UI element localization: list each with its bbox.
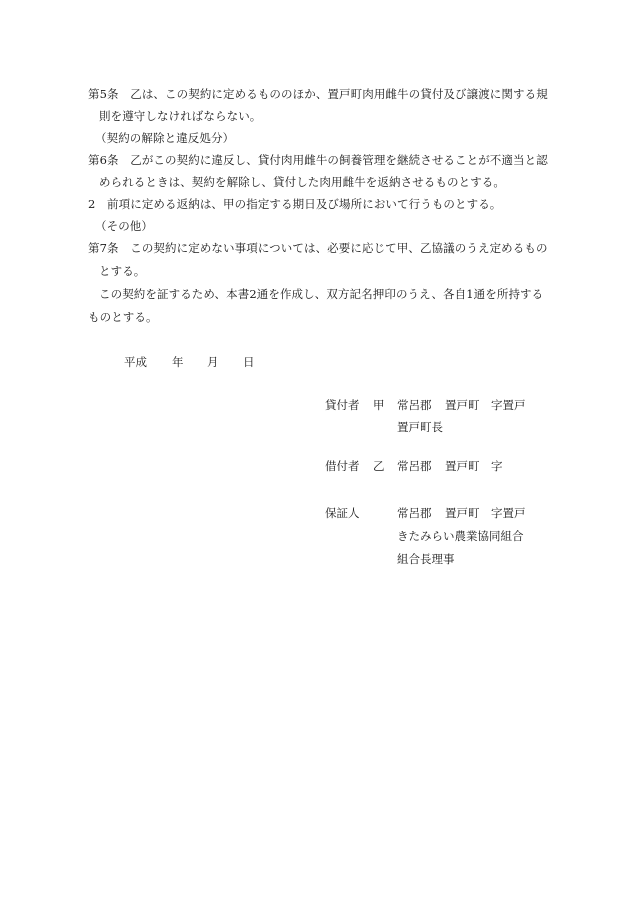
borrower-role: 借付者	[325, 459, 360, 473]
guarantor-aza: 字置戸	[491, 506, 526, 520]
closing-line-1: この契約を証するため、本書2通を作成し、双方記名押印のうえ、各自1通を所持する	[99, 287, 544, 301]
guarantor-title: 組合長理事	[397, 552, 455, 566]
article-7-line-1: 第7条 この契約に定めない事項については、必要に応じて甲、乙協議のうえ定めるもの	[88, 241, 548, 255]
date-day: 日	[243, 355, 255, 369]
guarantor-role: 保証人	[325, 506, 360, 520]
borrower-aza: 字	[491, 459, 503, 473]
borrower-party: 乙	[373, 459, 385, 473]
article-6-line-2: められるときは、契約を解除し、貸付した肉用雌牛を返納させるものとする。	[99, 175, 505, 189]
guarantor-town: 置戸町	[445, 506, 480, 520]
lender-aza: 字置戸	[491, 398, 526, 412]
borrower-gun: 常呂郡	[397, 459, 432, 473]
article-6-paragraph-2: 2 前項に定める返納は、甲の指定する期日及び場所において行うものとする。	[88, 197, 502, 211]
closing-line-2: ものとする。	[88, 310, 158, 324]
lender-town: 置戸町	[445, 398, 480, 412]
lender-role: 貸付者	[325, 398, 360, 412]
article-7-heading: （その他）	[95, 219, 153, 233]
article-5-line-2: 則を遵守しなければならない。	[99, 109, 262, 123]
guarantor-gun: 常呂郡	[397, 506, 432, 520]
guarantor-org: きたみらい農業協同組合	[397, 529, 524, 543]
date-month: 月	[207, 355, 219, 369]
article-7-line-2: とする。	[99, 264, 146, 278]
lender-title: 置戸町長	[397, 420, 443, 434]
borrower-town: 置戸町	[445, 459, 480, 473]
lender-gun: 常呂郡	[397, 398, 432, 412]
article-6-line-1: 第6条 乙がこの契約に違反し、貸付肉用雌牛の飼養管理を継続させることが不適当と認	[88, 153, 548, 167]
date-year: 年	[172, 355, 184, 369]
lender-party: 甲	[373, 398, 385, 412]
article-6-heading: （契約の解除と違反処分）	[95, 131, 235, 145]
date-era: 平成	[124, 355, 147, 369]
article-5-line-1: 第5条 乙は、この契約に定めるもののほか、置戸町肉用雌牛の貸付及び譲渡に関する規	[88, 87, 548, 101]
